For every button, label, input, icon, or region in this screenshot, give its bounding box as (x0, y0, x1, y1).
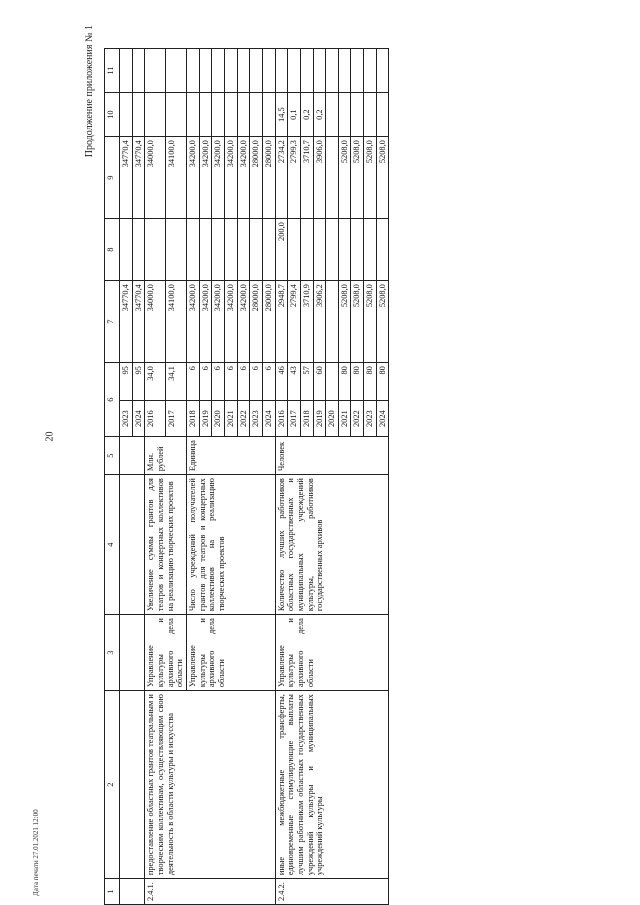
local-value: 0,2 (313, 93, 326, 137)
regional-value: 28000,0 (262, 137, 275, 219)
total-value: 3906,2 (313, 281, 326, 363)
local-value (224, 93, 237, 137)
other-value (376, 49, 389, 93)
indicator-value: 6 (250, 363, 263, 401)
total-value: 2799,4 (288, 281, 301, 363)
empty-cell (120, 475, 145, 615)
year-cell: 2024 (132, 401, 145, 437)
local-value (250, 93, 263, 137)
indicator-value: 80 (376, 363, 389, 401)
column-number: 7 (105, 281, 120, 363)
local-value (376, 93, 389, 137)
regional-value: 2734,2 (275, 137, 288, 219)
other-value (338, 49, 351, 93)
other-value (166, 49, 187, 93)
total-value: 34200,0 (224, 281, 237, 363)
local-value: 0,2 (300, 93, 313, 137)
table-row (120, 49, 133, 905)
measure-name: предоставление областных грантов театральным и творческим коллективам, осуществляющим свою деятельность в области культуры и искусства (145, 691, 275, 879)
total-value: 34200,0 (186, 281, 199, 363)
other-value (351, 49, 364, 93)
executor: Управление культуры и архивного дела области (145, 615, 187, 691)
item-number: 2.4.2. (275, 879, 389, 905)
federal-value (186, 219, 199, 281)
federal-value (376, 219, 389, 281)
column-number: 5 (105, 437, 120, 475)
year-cell: 2023 (250, 401, 263, 437)
federal-value (120, 219, 133, 281)
indicator-value: 6 (262, 363, 275, 401)
regional-value: 34770,4 (132, 137, 145, 219)
program-table (104, 48, 389, 905)
indicator-name: Количество лучших работников областных государственных и муниципальных учреждений культуры, работников государственных архивов (275, 475, 389, 615)
year-cell: 2019 (313, 401, 326, 437)
other-value (364, 49, 377, 93)
indicator-value: 43 (288, 363, 301, 401)
column-number: 9 (105, 137, 120, 219)
federal-value (250, 219, 263, 281)
regional-value: 2799,3 (288, 137, 301, 219)
indicator-value: 60 (313, 363, 326, 401)
federal-value (364, 219, 377, 281)
indicator-value: 95 (120, 363, 133, 401)
local-value (364, 93, 377, 137)
total-value: 34200,0 (212, 281, 225, 363)
empty-cell (120, 615, 145, 691)
federal-value (212, 219, 225, 281)
total-value: 2948,7 (275, 281, 288, 363)
total-value: 5208,0 (338, 281, 351, 363)
year-cell: 2022 (237, 401, 250, 437)
column-number: 11 (105, 49, 120, 93)
local-value (338, 93, 351, 137)
unit: Млн. рублей (145, 437, 187, 475)
year-cell: 2023 (120, 401, 133, 437)
column-number: 2 (105, 691, 120, 879)
regional-value: 34770,4 (120, 137, 133, 219)
regional-value: 5208,0 (364, 137, 377, 219)
year-cell: 2023 (364, 401, 377, 437)
federal-value (326, 219, 339, 281)
other-value (224, 49, 237, 93)
empty-cell (120, 691, 145, 879)
other-value (237, 49, 250, 93)
local-value (199, 93, 212, 137)
year-cell: 2024 (376, 401, 389, 437)
federal-value (237, 219, 250, 281)
regional-value: 34000,0 (145, 137, 166, 219)
regional-value: 3906,0 (313, 137, 326, 219)
total-value: 5208,0 (376, 281, 389, 363)
total-value: 34000,0 (145, 281, 166, 363)
local-value (262, 93, 275, 137)
year-cell: 2021 (224, 401, 237, 437)
year-cell: 2019 (199, 401, 212, 437)
other-value (186, 49, 199, 93)
local-value (120, 93, 133, 137)
local-value (166, 93, 187, 137)
other-value (120, 49, 133, 93)
federal-value (132, 219, 145, 281)
column-number: 6 (105, 363, 120, 437)
regional-value: 34200,0 (224, 137, 237, 219)
total-value: 34770,4 (132, 281, 145, 363)
total-value: 5208,0 (364, 281, 377, 363)
local-value (145, 93, 166, 137)
table-row (275, 49, 288, 905)
other-value (300, 49, 313, 93)
local-value: 14,5 (275, 93, 288, 137)
indicator-name: Число учреждений получателей грантов для театров и концертных коллективов на реализацию творческих проектов (186, 475, 275, 615)
total-value: 3710,9 (300, 281, 313, 363)
indicator-value: 80 (351, 363, 364, 401)
federal-value (199, 219, 212, 281)
column-number: 1 (105, 879, 120, 905)
year-cell: 2021 (338, 401, 351, 437)
unit: Единица (186, 437, 275, 475)
indicator-value: 6 (186, 363, 199, 401)
indicator-value: 34,1 (166, 363, 187, 401)
year-cell: 2016 (145, 401, 166, 437)
item-number: 2.4.1. (145, 879, 275, 905)
other-value (132, 49, 145, 93)
page-number: 20 (44, 431, 56, 442)
local-value (237, 93, 250, 137)
total-value (326, 281, 339, 363)
year-cell: 2018 (186, 401, 199, 437)
total-value: 34200,0 (199, 281, 212, 363)
federal-value (262, 219, 275, 281)
regional-value: 3710,7 (300, 137, 313, 219)
indicator-value: 57 (300, 363, 313, 401)
federal-value (313, 219, 326, 281)
column-number: 10 (105, 93, 120, 137)
column-number: 3 (105, 615, 120, 691)
indicator-name: Увеличение суммы грантов для театров и концертных коллективов на реализацию творческих проектов (145, 475, 187, 615)
column-number: 4 (105, 475, 120, 615)
total-value: 5208,0 (351, 281, 364, 363)
other-value (262, 49, 275, 93)
other-value (250, 49, 263, 93)
year-cell: 2017 (166, 401, 187, 437)
print-date: Дата печати 27.01.2021 12:00 (32, 809, 40, 896)
total-value: 28000,0 (250, 281, 263, 363)
other-value (199, 49, 212, 93)
other-value (288, 49, 301, 93)
regional-value: 34200,0 (186, 137, 199, 219)
column-number-row (105, 49, 120, 905)
year-cell: 2016 (275, 401, 288, 437)
total-value: 34100,0 (166, 281, 187, 363)
year-cell: 2017 (288, 401, 301, 437)
unit: Человек (275, 437, 389, 475)
total-value: 34770,4 (120, 281, 133, 363)
column-number: 8 (105, 219, 120, 281)
total-value: 34200,0 (237, 281, 250, 363)
other-value (313, 49, 326, 93)
local-value (351, 93, 364, 137)
indicator-value: 80 (364, 363, 377, 401)
total-value: 28000,0 (262, 281, 275, 363)
appendix-heading: Продолжение приложения № 1 (84, 25, 95, 158)
empty-cell (120, 879, 145, 905)
regional-value: 34200,0 (212, 137, 225, 219)
federal-value (338, 219, 351, 281)
federal-value (145, 219, 166, 281)
executor: Управление культуры и архивного дела области (186, 615, 275, 691)
indicator-value: 80 (338, 363, 351, 401)
regional-value: 34200,0 (237, 137, 250, 219)
indicator-value: 46 (275, 363, 288, 401)
year-cell: 2024 (262, 401, 275, 437)
table-row (145, 49, 166, 905)
federal-value (166, 219, 187, 281)
local-value (326, 93, 339, 137)
other-value (275, 49, 288, 93)
measure-name: иные межбюджетные трансферты, единовременные стимулирующие выплаты лучшим работникам областных государственных учреждений культуры и муниципальных учреждений культуры (275, 691, 389, 879)
local-value (132, 93, 145, 137)
local-value: 0,1 (288, 93, 301, 137)
indicator-value: 6 (224, 363, 237, 401)
regional-value: 5208,0 (338, 137, 351, 219)
year-cell: 2020 (326, 401, 339, 437)
year-cell: 2020 (212, 401, 225, 437)
indicator-value (326, 363, 339, 401)
other-value (326, 49, 339, 93)
regional-value: 28000,0 (250, 137, 263, 219)
other-value (145, 49, 166, 93)
federal-value (224, 219, 237, 281)
indicator-value: 95 (132, 363, 145, 401)
regional-value: 34100,0 (166, 137, 187, 219)
federal-value (288, 219, 301, 281)
federal-value: 200,0 (275, 219, 288, 281)
regional-value: 5208,0 (376, 137, 389, 219)
local-value (186, 93, 199, 137)
regional-value (326, 137, 339, 219)
year-cell: 2022 (351, 401, 364, 437)
empty-cell (120, 437, 145, 475)
year-cell: 2018 (300, 401, 313, 437)
federal-value (300, 219, 313, 281)
indicator-value: 6 (199, 363, 212, 401)
regional-value: 5208,0 (351, 137, 364, 219)
executor: Управление культуры и архивного дела области (275, 615, 389, 691)
indicator-value: 34,0 (145, 363, 166, 401)
other-value (212, 49, 225, 93)
indicator-value: 6 (237, 363, 250, 401)
document-sheet (84, 5, 614, 905)
local-value (212, 93, 225, 137)
indicator-value: 6 (212, 363, 225, 401)
regional-value: 34200,0 (199, 137, 212, 219)
federal-value (351, 219, 364, 281)
